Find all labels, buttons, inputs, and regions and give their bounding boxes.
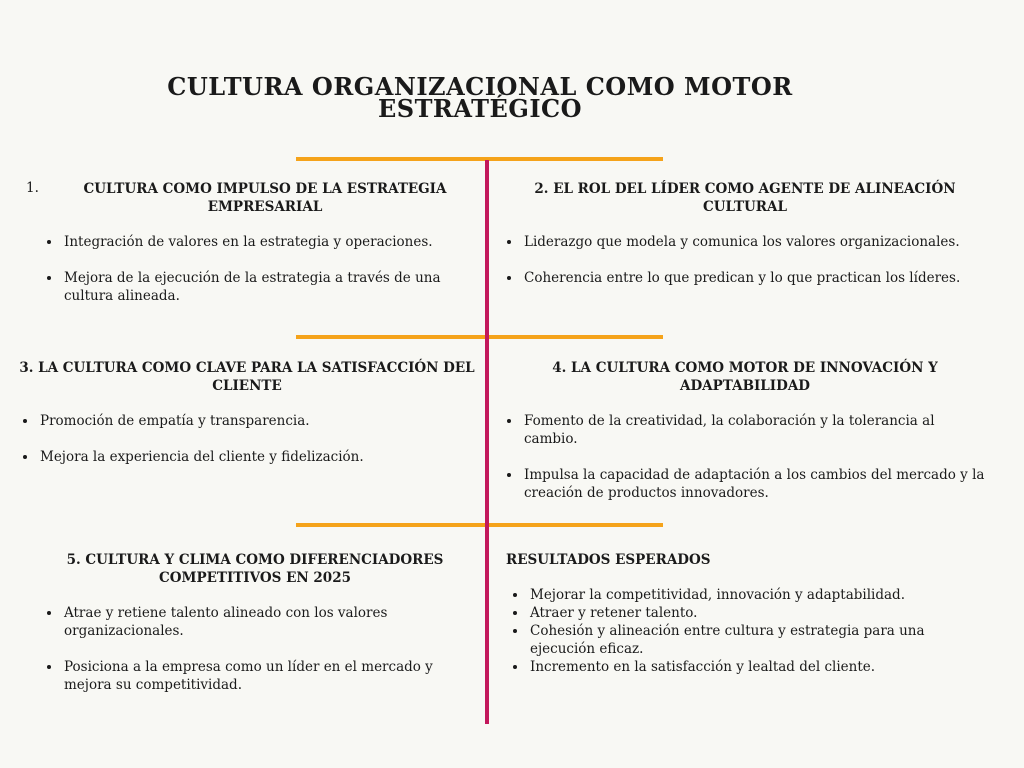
section-5-list [40, 604, 470, 694]
results-heading: RESULTADOS ESPERADOS [506, 552, 711, 568]
section-5 [40, 551, 470, 712]
list-item: • Atraer y retener talento. [528, 604, 936, 622]
list-item: • Mejora la experiencia del cliente y fidelización. [38, 448, 478, 466]
section-3-list [16, 412, 478, 466]
section-5-heading: 5. CULTURA Y CLIMA COMO DIFERENCIADORES COMPETITIVOS EN 2025 [66, 552, 444, 586]
list-item: • Coherencia entre lo que predican y lo que practican los líderes. [522, 269, 990, 287]
divider-middle [296, 335, 663, 339]
list-item: • Integración de valores en la estrategia y operaciones. [62, 233, 470, 251]
list-item: • Mejorar la competitividad, innovación y adaptabilidad. [528, 586, 936, 604]
section-3 [16, 359, 478, 484]
results-list [506, 586, 936, 676]
list-item: • Liderazgo que modela y comunica los valores organizacionales. [522, 233, 990, 251]
list-item: • Posiciona a la empresa como un líder en el mercado y mejora su competitividad. [62, 658, 470, 694]
list-item: • Fomento de la creatividad, la colaboración y la tolerancia al cambio. [522, 412, 990, 448]
section-1 [40, 180, 470, 323]
list-item: • Impulsa la capacidad de adaptación a los cambios del mercado y la creación de productos innovadores. [522, 466, 990, 502]
section-results [506, 551, 936, 676]
divider-top [296, 157, 663, 161]
page-title: CULTURA ORGANIZACIONAL COMO MOTOR ESTRATÉGICO [167, 72, 793, 123]
section-1-list [40, 233, 470, 305]
center-timeline [485, 160, 489, 724]
section-1-heading: CULTURA COMO IMPULSO DE LA ESTRATEGIA EMPRESARIAL [83, 181, 447, 215]
section-2-heading: 2. EL ROL DEL LÍDER COMO AGENTE DE ALINEACIÓN CULTURAL [534, 181, 956, 215]
list-item: • Mejora de la ejecución de la estrategia a través de una cultura alineada. [62, 269, 470, 305]
section-4-heading: 4. LA CULTURA COMO MOTOR DE INNOVACIÓN Y ADAPTABILIDAD [552, 360, 938, 394]
section-3-heading: 3. LA CULTURA COMO CLAVE PARA LA SATISFACCIÓN DEL CLIENTE [19, 360, 475, 394]
list-item: • Promoción de empatía y transparencia. [38, 412, 478, 430]
list-item: • Cohesión y alineación entre cultura y estrategia para una ejecución eficaz. [528, 622, 936, 658]
divider-bottom [296, 523, 663, 527]
list-item: • Atrae y retiene talento alineado con los valores organizacionales. [62, 604, 470, 640]
list-item: • Incremento en la satisfacción y lealtad del cliente. [528, 658, 936, 676]
section-2-list [500, 233, 990, 287]
section-4 [500, 359, 990, 520]
section-1-number: 1. [26, 180, 39, 196]
section-2 [500, 180, 990, 305]
section-4-list [500, 412, 990, 502]
